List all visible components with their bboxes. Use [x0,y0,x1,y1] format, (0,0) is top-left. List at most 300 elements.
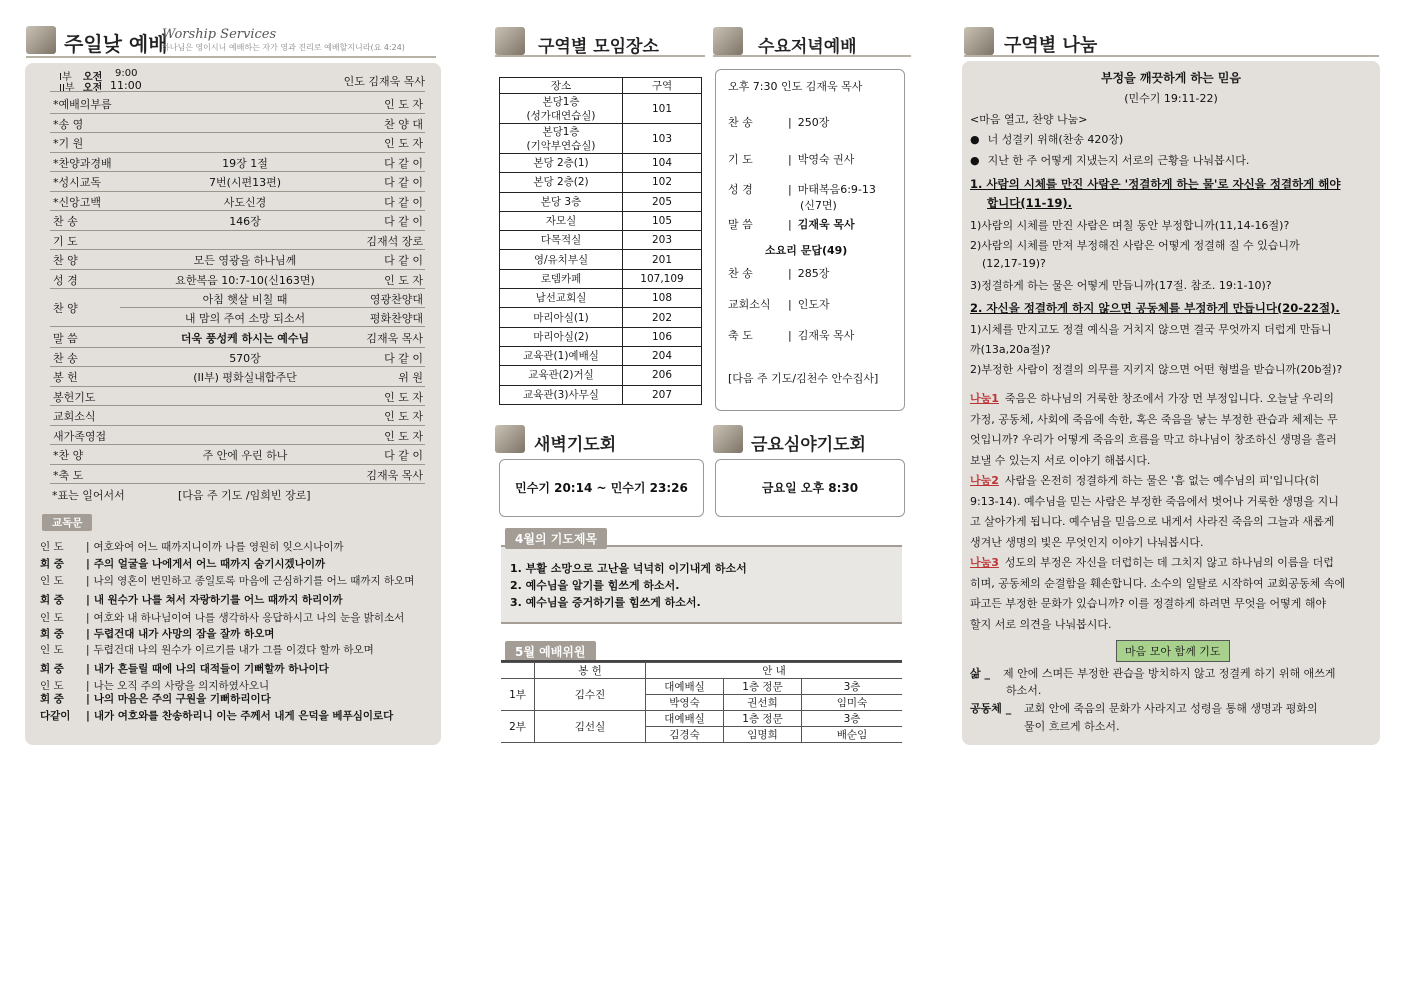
service-item-name: 기 도 [53,234,78,248]
life-label: 삶 _ [970,667,990,680]
location-place: 남선교회실 [500,289,623,308]
responsive-speaker: 인 도 [40,575,64,587]
committee-header-service [501,663,535,679]
anthem-label: 찬 양 [53,302,78,315]
sharing-line [970,493,1339,509]
worship-header-line [26,56,436,58]
section-1-q3: 3)정결하게 하는 물은 어떻게 만듭니까(17절. 참조. 19:1-10)? [970,279,1272,292]
service-2-label: II부 [59,83,75,94]
service-item-name: 교회소식 [53,410,96,423]
community-label: 공동체 _ [970,702,1012,715]
service-item-leader: 김재욱 목사 [366,332,423,345]
service-item-name: *찬양과경배 [53,156,112,170]
wednesday-sep: | [788,153,792,166]
service-item-leader: 다 같 이 [384,176,423,189]
section-1-q2a: 2)사람의 시체를 만져 부정해진 사람은 어떻게 정결해 질 수 있습니까 [970,239,1300,252]
wednesday-value-2: (신7면) [800,199,837,212]
service-order-row [50,210,425,231]
committee-guide-location: 1층 정문 [724,711,802,727]
committee-guide-location: 3층 [802,711,903,727]
location-place: 본당1층 (성가대연습실) [500,94,623,124]
sharing-text: 히며, 공동체의 순결함을 훼손합니다. 소수의 일탈로 시작하여 교회공동체 속에 [970,576,1345,590]
next-week-prayer: [다음 주 기도 /임희빈 장로] [178,489,311,502]
wednesday-row [728,265,829,281]
committee-offering: 김수진 [535,679,646,711]
service-item-name: *기 원 [53,137,84,150]
location-row [500,366,702,385]
service-item-leader: 찬 양 대 [384,117,423,131]
service-order-row [50,269,425,290]
responsive-speaker: 회 중 [40,558,64,570]
sharing-text: 9:13-14). 예수님을 믿는 사람은 부정한 죽음에서 벗어나 거룩한 생명을 지니 [970,494,1339,508]
service-item-detail: 19장 1절 [222,156,268,170]
service-item-leader: 다 같 이 [384,215,423,228]
service-1-time: 9:00 [115,68,138,79]
service-item-detail: 더욱 풍성케 하시는 예수님 [180,332,310,345]
service-item-leader: 인 도 자 [384,429,423,443]
responsive-text: 나의 영혼이 번민하고 종일토록 마음에 근심하기를 어느 때까지 하오며 [93,575,415,587]
section-1-title-b: 합니다(11-19). [987,196,1072,210]
opening-bullet [970,152,1249,168]
location-zone: 203 [623,231,702,250]
wednesday-label: 기 도 [728,153,753,166]
service-item-leader: 인 도 자 [384,98,423,111]
section-2-q2: 2)부정한 사람이 정결의 의무를 지키지 않으면 어떤 형벌을 받습니까(20b절)? [970,363,1343,376]
wednesday-time: 오후 7:30 인도 김재욱 목사 [728,80,863,93]
sharing-line [970,554,1334,570]
responsive-line [40,610,404,625]
service-item-name: 봉헌기도 [53,390,96,404]
sharing-label: 나눔2 [970,474,999,487]
opening-bullet [970,131,1123,147]
responsive-text: 주의 얼굴을 나에게서 어느 때까지 숨기시겠나이까 [93,558,326,570]
opening-bullet-text: 지난 한 주 어떻게 지냈는지 서로의 근황을 나눠봅시다. [987,154,1250,167]
dawn-prayer-icon [495,425,525,453]
responsive-text: 두렵건대 나의 원수가 이르기를 내가 그를 이겼다 할까 하오며 [93,644,374,656]
location-zone: 108 [623,289,702,308]
wednesday-label: 찬 송 [728,116,753,129]
service-order-row [50,444,425,465]
location-zone: 201 [623,250,702,269]
responsive-sep: | [86,663,90,675]
hands-icon [495,27,525,55]
responsive-text: 내가 흔들릴 때에 나의 대적들이 기뻐할까 하나이다 [93,663,329,675]
service-item-name: *축 도 [53,468,84,482]
location-row [500,211,702,230]
service-item-name: *성시교독 [53,176,102,189]
wednesday-label: 교회소식 [728,298,771,311]
responsive-speaker: 인 도 [40,612,64,624]
committee-guide-name: 박영숙 [646,695,724,711]
service-order-row [50,171,425,192]
section-1-title-a: 1. 사람의 시체를 만진 사람은 '정결하게 하는 물'로 자신을 정결하게 해야 [970,177,1341,191]
sharing-text: 보낼 수 있는지 서로 이야기 해봅시다. [970,453,1151,467]
wednesday-title: 수요저녁예배 [758,37,857,57]
responsive-speaker: 회 중 [40,663,64,675]
location-zone: 103 [623,124,702,154]
location-row [500,173,702,192]
service-item-detail: 146장 [229,215,261,228]
location-row [500,269,702,288]
community-prayer-b: 물이 흐르게 하소서. [1024,720,1120,733]
responsive-text: 두렵건대 내가 사망의 잠을 잘까 하오며 [93,628,275,640]
responsive-speaker: 회 중 [40,693,64,705]
committee-guide-name: 배순임 [802,727,903,743]
service-item-name: 성 경 [53,273,78,287]
location-zone: 204 [623,346,702,365]
section-2-q1b: 까(13a,20a절)? [970,343,1051,356]
service-order-row [50,327,425,348]
committee-guide-name: 권선희 [724,695,802,711]
responsive-sep: | [86,680,90,692]
service-item-detail: 주 안에 우린 하나 [202,449,288,462]
service-order-row [50,93,425,114]
anthem-choir-2: 평화찬양대 [369,312,423,325]
location-zone: 107,109 [623,269,702,288]
service-item-leader: 다 같 이 [384,254,423,267]
service-item-detail: (II부) 평화실내합주단 [193,371,297,384]
service-times-rule [50,91,425,92]
open-heart-heading: <마음 열고, 찬양 나눔> [970,113,1088,126]
responsive-line [40,573,414,588]
responsive-text: 여호와여 어느 때까지니이까 나를 영원히 잊으시나이까 [93,541,344,553]
location-row [500,289,702,308]
service-item-leader: 인 도 자 [384,273,423,287]
location-row [500,327,702,346]
service-order-row [50,152,425,173]
section-1-q1: 1)사람의 시체를 만진 사람은 며칠 동안 부정합니까(11,14-16절)? [970,219,1290,232]
wednesday-label: 말 씀 [728,218,753,231]
service-order-row [50,249,425,270]
responsive-line [40,556,325,571]
lotus-icon [964,27,994,55]
wednesday-label: 성 경 [728,183,753,196]
wednesday-sep: | [788,183,792,196]
wednesday-sep: | [788,267,792,280]
location-place: 본당 3층 [500,192,623,211]
wednesday-value: 김재욱 목사 [797,218,855,231]
worship-title: 주일낮 예배 [64,32,168,56]
service-order-row [50,347,425,368]
location-header-zone: 구역 [623,78,702,94]
committee-service: 2부 [501,711,535,743]
location-row [500,154,702,173]
location-place: 로뎀카페 [500,269,623,288]
responsive-sep: | [86,612,90,624]
responsive-line [40,661,329,676]
responsive-speaker: 인 도 [40,644,64,656]
sharing-text: 죽음은 하나님의 거룩한 창조에서 가장 먼 부정입니다. 오늘날 우리의 [1004,392,1334,405]
responsive-text: 내가 여호와를 찬송하리니 이는 주께서 내게 은덕을 베푸심이로다 [93,710,394,722]
anthem-row [50,288,425,327]
sharing-text: 사람을 온전히 정결하게 하는 물은 '흠 없는 예수님의 피'입니다(히 [1004,474,1320,487]
service-order-row [50,405,425,426]
service-item-name: 봉 헌 [53,371,78,384]
responsive-sep: | [86,628,90,640]
sharing-line [970,575,1345,591]
wednesday-value: 김재욱 목사 [797,329,855,342]
service-order-row [50,366,425,387]
sharing-line [970,513,1334,529]
prayer-topic: 2. 예수님을 알기를 힘쓰게 하소서. [510,579,680,592]
sharing-line [970,472,1320,488]
location-zone: 105 [623,211,702,230]
committee-header-guide: 안 내 [646,663,903,679]
bullet-dot-icon: ● [970,133,980,146]
location-place: 교육관(3)사무실 [500,385,623,404]
wednesday-row [728,296,830,312]
wednesday-sep: | [788,116,792,129]
responsive-sep: | [86,558,90,570]
responsive-sep: | [86,644,90,656]
responsive-line [40,642,374,657]
dawn-prayer-title: 새벽기도회 [534,435,617,455]
committee-guide-location: 대예배실 [646,679,724,695]
sharing-line [970,616,1112,632]
service-item-name: *예배의부름 [53,98,112,111]
responsive-line [40,626,274,641]
responsive-sep: | [86,575,90,587]
wednesday-value: 마태복음6:9-13 [797,183,876,196]
service-item-name: 찬 송 [53,215,78,228]
location-place: 마리아실(2) [500,327,623,346]
responsive-line [40,691,271,706]
service-order-row [50,191,425,212]
responsive-sep: | [86,693,90,705]
service-item-detail: 모든 영광을 하나님께 [193,254,297,267]
study-reference: (민수기 19:11-22) [1124,92,1218,105]
responsive-sep: | [86,541,90,553]
wednesday-label: 축 도 [728,329,753,342]
location-row [500,124,702,154]
responsive-text: 여호와 내 하나님이여 나를 생각하사 응답하시고 나의 눈을 밝히소서 [93,612,405,624]
location-zone: 101 [623,94,702,124]
location-row [500,308,702,327]
wednesday-label: 찬 송 [728,267,753,280]
committee-row [501,679,902,695]
location-header-place: 장소 [500,78,623,94]
location-title: 구역별 모임장소 [538,37,659,57]
location-zone: 104 [623,154,702,173]
sharing-line [970,390,1334,406]
bullet-dot-icon: ● [970,154,980,167]
service-item-name: *찬 양 [53,449,84,462]
location-zone: 206 [623,366,702,385]
wednesday-row [728,181,876,213]
service-item-name: 말 씀 [53,332,78,345]
sharing-text: 엇입니까? 우리가 어떻게 죽음의 흐름을 막고 하나님이 창조하신 생명을 흘러 [970,433,1337,446]
wednesday-sep: | [788,218,792,231]
sharing-line [970,534,1204,550]
responsive-text: 나의 마음은 주의 구원을 기뻐하리이다 [93,693,271,705]
service-times [55,68,425,94]
life-prayer-a: 제 안에 스며든 부정한 관습을 방치하지 않고 정결케 하기 위해 애쓰게 [1003,667,1336,680]
service-item-name: 찬 양 [53,254,78,267]
worship-cross-icon [26,26,56,54]
committee-guide-name: 김경숙 [646,727,724,743]
sharing-label: 나눔1 [970,392,999,405]
committee-tag: 5월 예배위원 [505,641,596,662]
location-place: 교육관(2)거실 [500,366,623,385]
service-order-row [50,425,425,446]
prayer-topics-tag: 4월의 기도제목 [505,528,607,549]
committee-row [501,711,902,727]
location-zone: 102 [623,173,702,192]
service-item-name: *신앙고백 [53,195,102,209]
responsive-speaker: 인 도 [40,541,64,553]
committee-guide-name: 임미숙 [802,695,903,711]
wednesday-value: 285장 [797,267,830,280]
worship-subtitle-en: Worship Services [162,27,277,42]
opening-bullet-text: 너 성결키 위해(찬송 420장) [987,133,1124,146]
service-item-leader: 인 도 자 [384,390,423,404]
location-row [500,192,702,211]
wednesday-value: 인도자 [797,298,830,311]
section-2-q1a: 1)시체를 만지고도 정결 예식을 거치지 않으면 결국 무엇까지 더럽게 만듭니 [970,323,1332,336]
sharing-text: 파고든 부정한 문화가 있습니까? 이를 정결하게 하려면 무엇을 어떻게 해야 [970,597,1327,610]
responsive-text: 내 원수가 나를 쳐서 자랑하기를 어느 때까지 하리이까 [93,594,343,606]
service-item-leader: 인 도 자 [384,137,423,150]
sharing-header-line [964,55,1379,57]
service-leader: 인도 김재욱 목사 [343,75,425,88]
community-prayer-a: 교회 안에 죽음의 문화가 사라지고 성령을 통해 생명과 평화의 [1024,702,1318,715]
committee-table [501,662,902,743]
anthem-song-1: 아침 햇살 비칠 때 [202,293,288,306]
sharing-text: 할지 서로 의견을 나눠봅시다. [970,617,1112,631]
committee-offering: 김선실 [535,711,646,743]
location-place: 자모실 [500,211,623,230]
responsive-reading-tag: 교독문 [42,514,92,531]
wednesday-catechism: 소요리 문답(49) [765,244,848,257]
location-place: 교육관(1)예배실 [500,346,623,365]
service-item-leader: 위 원 [398,371,423,384]
responsive-sep: | [86,710,90,722]
service-item-name: *송 영 [53,117,84,131]
service-item-detail: 7번(시편13편) [208,176,282,189]
book-icon [713,27,743,55]
committee-header-row [501,663,902,679]
committee-guide-location: 대예배실 [646,711,724,727]
wednesday-next-prayer: [다음 주 기도/김천수 안수집사] [728,372,879,385]
service-item-leader: 다 같 이 [384,449,423,462]
responsive-speaker: 다같이 [40,710,71,722]
wednesday-sep: | [788,329,792,342]
service-order-row [50,230,425,251]
study-title: 부정을 깨끗하게 하는 믿음 [1100,71,1242,85]
committee-guide-name: 임명희 [724,727,802,743]
committee-service: 1부 [501,679,535,711]
committee-header-offering: 봉 헌 [535,663,646,679]
responsive-speaker: 회 중 [40,594,64,606]
service-1-time-label: 오전 [83,72,103,83]
anthem-choir-1: 영광찬양대 [369,293,423,306]
service-item-detail: 요한복음 10:7-10(신163면) [175,273,315,287]
sharing-line [970,452,1150,468]
friday-prayer-title: 금요심야기도회 [751,435,866,455]
service-item-leader: 다 같 이 [384,156,423,170]
wednesday-value: 박영숙 권사 [797,153,855,166]
service-2-time: 11:00 [110,79,142,92]
service-order-row [50,464,425,485]
location-place: 본당 2층(2) [500,173,623,192]
wednesday-header-line [713,55,911,57]
responsive-text: 나는 오직 주의 사랑을 의지하였사오니 [93,680,270,692]
service-1-label: I부 [59,72,72,83]
sharing-text: 성도의 부정은 자신을 더럽히는 데 그치지 않고 하나님의 이름을 더럽 [1004,556,1334,569]
service-item-leader: 인 도 자 [384,410,423,423]
friday-prayer-text: 금요일 오후 8:30 [761,481,859,495]
sharing-text: 생겨난 생명의 빛은 무엇인지 이야기 나눠봅시다. [970,535,1204,549]
responsive-line [40,539,344,554]
location-place: 다목적실 [500,231,623,250]
location-row [500,346,702,365]
service-item-detail: 570장 [229,351,261,365]
location-header-row [500,78,702,94]
location-table [499,77,702,405]
life-prayer-b: 하소서. [1006,684,1042,697]
responsive-speaker: 회 중 [40,628,64,640]
location-row [500,231,702,250]
location-zone: 202 [623,308,702,327]
sharing-text: 고 살아가게 됩니다. 예수님을 믿음으로 내게서 사라진 죽음의 그늘과 새롭게 [970,515,1335,528]
service-item-name: 새가족영접 [53,429,107,443]
location-place: 본당 2층(1) [500,154,623,173]
responsive-line [40,592,343,607]
sharing-title: 구역별 나눔 [1004,35,1098,56]
responsive-line [40,708,393,723]
location-zone: 205 [623,192,702,211]
service-item-leader: 김재욱 목사 [366,468,423,482]
wednesday-value: 250장 [797,116,830,129]
service-item-detail: 사도신경 [223,195,267,209]
worship-verse: 하나님은 영이시니 예배하는 자가 영과 진리로 예배할지니라(요 4:24) [162,43,405,52]
location-zone: 207 [623,385,702,404]
service-order-row [50,113,425,134]
prayer-together-tag: 마음 모아 함께 기도 [1116,640,1230,662]
service-item-name: 찬 송 [53,351,78,365]
anthem-song-2: 내 맘의 주여 소망 되소서 [184,312,306,325]
wednesday-row [728,216,855,232]
service-order-row [50,132,425,153]
responsive-speaker: 인 도 [40,680,64,692]
committee-guide-location: 3층 [802,679,903,695]
prayer-topic: 1. 부활 소망으로 고난을 넉넉히 이기내게 하소서 [510,562,747,575]
service-item-leader: 김재석 장로 [366,234,423,248]
location-place: 마리아실(1) [500,308,623,327]
sharing-line [970,431,1337,447]
sharing-text: 가정, 공동체, 사회에 죽음에 속한, 혹은 죽음을 낳는 부정한 관습과 체제는 무 [970,412,1338,426]
friday-prayer-icon [713,425,743,453]
location-place: 영/유치부실 [500,250,623,269]
wednesday-row [728,151,854,167]
section-1-q2b: (12,17-19)? [982,257,1046,270]
anthem-divider [120,307,425,308]
location-header-line [495,55,705,57]
wednesday-row [728,114,829,130]
responsive-sep: | [86,594,90,606]
service-order-row [50,386,425,407]
location-row [500,250,702,269]
location-row [500,94,702,124]
committee-guide-location: 1층 정문 [724,679,802,695]
location-place: 본당1층 (기악부연습실) [500,124,623,154]
location-row [500,385,702,404]
sharing-label: 나눔3 [970,556,999,569]
prayer-topic: 3. 예수님을 증거하기를 힘쓰게 하소서. [510,596,701,609]
sharing-line [970,411,1338,427]
sharing-line [970,595,1326,611]
dawn-prayer-text: 민수기 20:14 ~ 민수기 23:26 [515,481,688,495]
